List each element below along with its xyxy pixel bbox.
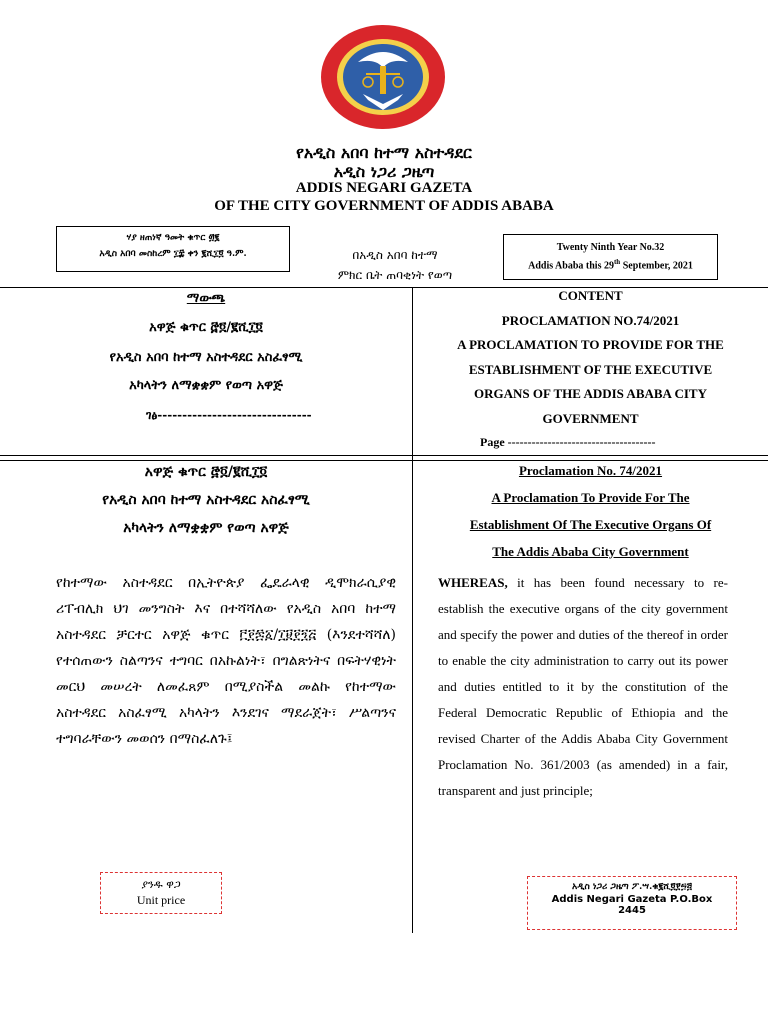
header-english-subtitle: OF THE CITY GOVERNMENT OF ADDIS ABABA	[214, 198, 554, 214]
contents-page-amharic: ገፅ-------------------------------	[146, 408, 312, 422]
contents-desc2-english: ESTABLISHMENT OF THE EXECUTIVE	[468, 362, 713, 377]
body-title1-english: A Proclamation To Provide For The	[491, 490, 690, 505]
contents-title-amharic: ማውጫ	[186, 291, 226, 306]
issue-year-english: Twenty Ninth Year No.32	[556, 242, 665, 253]
body-title3-english: The Addis Ababa City Government	[492, 544, 689, 559]
pobox-number: 2445	[618, 905, 646, 916]
unit-price-amharic: ያንዱ ዋጋ	[141, 878, 181, 891]
contents-desc2-amharic: አካላትን ለማቋቋም የወጣ አዋጅ	[129, 378, 283, 393]
whereas-text: it has been found necessary to re-establish the executive organs of the city government and specify the power and duties of the thereof in order to enable the city administration to carry out its power and duties entitled to it by the constitution of the Federal Democratic Republic of Ethiopia and the revised Charter of the Addis Ababa City Government Proclamation No. 361/2003 (as amended) in a fair, transparent and just principle;	[438, 575, 728, 798]
body-title1-amharic: የአዲስ አበባ ከተማ አስተዳደር አስፈፃሚ	[102, 492, 310, 508]
unit-price-english: Unit price	[136, 893, 186, 907]
middle-rule-2	[0, 460, 768, 461]
issue-year-amharic: ሃያ ዘጠነኛ ዓመት ቁጥር ፴፪	[126, 233, 220, 243]
city-seal-logo	[318, 22, 448, 132]
contents-proc-no-english: PROCLAMATION NO.74/2021	[501, 313, 680, 328]
middle-rule-1	[0, 455, 768, 456]
issue-date-english: Addis Ababa this 29th September, 2021	[528, 258, 693, 272]
council-note-line2: ምክር ቤት ጠባቂነት የወጣ	[337, 268, 453, 282]
body-paragraph-english	[438, 570, 728, 804]
column-divider	[412, 287, 413, 933]
header-amharic-admin: የአዲስ አበባ ከተማ አስተዳደር	[296, 143, 472, 162]
header-english-title: ADDIS NEGARI GAZETA	[295, 180, 473, 196]
contents-desc1-amharic: የአዲስ አበባ ከተማ አስተዳደር አስፈፃሚ	[109, 350, 303, 365]
header-amharic-gazeta: አዲስ ነጋሪ ጋዜጣ	[333, 162, 435, 181]
body-title2-amharic: አካላትን ለማቋቋም የወጣ አዋጅ	[123, 520, 289, 536]
contents-desc3-english: ORGANS OF THE ADDIS ABABA CITY	[474, 386, 707, 401]
issue-info-box-english	[503, 234, 718, 280]
pobox-english: Addis Negari Gazeta P.O.Box	[551, 894, 713, 905]
contents-title-english: CONTENT	[558, 288, 623, 303]
pobox-box	[527, 876, 737, 930]
issue-date-amharic: አዲስ አበባ መስከረም ፲፰ ቀን ፪ሺ፲፬ ዓ.ም.	[99, 249, 247, 259]
issue-info-box-amharic	[56, 226, 290, 272]
unit-price-box	[100, 872, 222, 914]
pobox-amharic: አዲስ ነጋሪ ጋዜጣ ፖ.ሣ.ቁ፪ሺ፬፻፵፭	[572, 882, 692, 892]
whereas-label: WHEREAS,	[438, 575, 508, 590]
contents-page-english: Page -------------------------------------	[480, 435, 656, 449]
council-note-line1: በአዲስ አበባ ከተማ	[352, 248, 438, 262]
body-paragraph-amharic: የከተማው አስተዳደር በኢትዮጵያ ፌዴራላዊ ዲሞክራሲያዊ ሪፐብሊክ ህገ መንግስት እና በተሻሻለው የአዲስ አበባ ከተማ አስተዳደር ቻርተር አዋጅ ቁጥር ፫፻፷፩/፲፱፻፺፭ (እንደተሻሻለ) የተሰጠውን ስልጣንና ተግባር በአኩልነት፣ በግልጽነትና በፍትሃዊነት መርህ መሠረት ለመፈጸም በሚያስችል መልኩ የከተማው አስተዳደር አስፈፃሚ አካላትን እንደገና ማደራጀት፣ ሥልጣንና ተግባራቸውን መወሰን በማስፈለጉ፤	[56, 575, 396, 747]
contents-desc1-english: A PROCLAMATION TO PROVIDE FOR THE	[457, 337, 724, 352]
contents-proc-no-amharic: አዋጅ ቁጥር ፸፬/፪ሺ፲፬	[149, 320, 263, 335]
contents-desc4-english: GOVERNMENT	[542, 411, 639, 426]
body-proc-no-amharic: አዋጅ ቁጥር ፸፬/፪ሺ፲፬	[144, 464, 268, 480]
body-title2-english: Establishment Of The Executive Organs Of	[469, 517, 712, 532]
body-proc-no-english: Proclamation No. 74/2021	[518, 463, 663, 478]
